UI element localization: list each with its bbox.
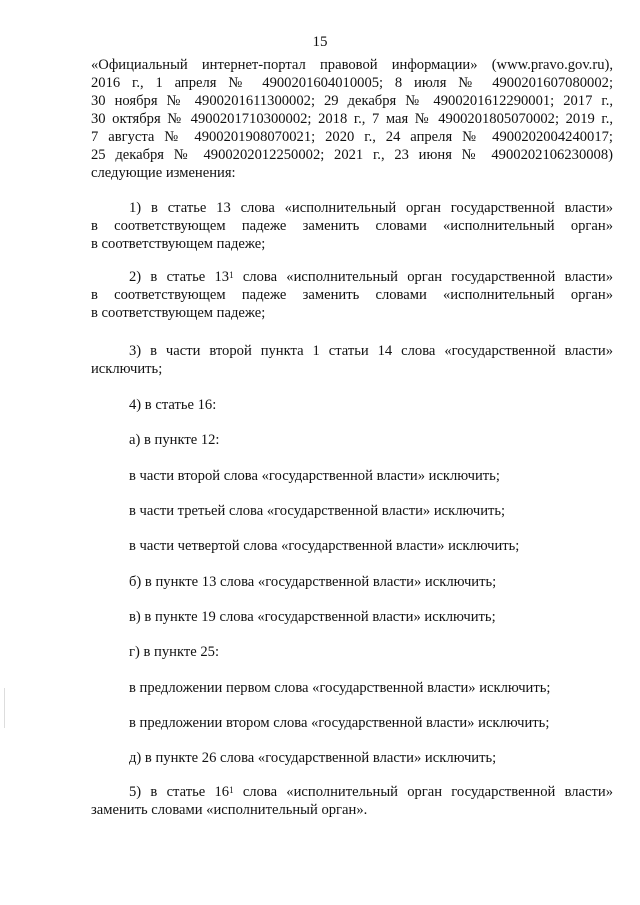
item-4a-part-3: в части третьей слова «государственной власти» исключить;: [129, 503, 506, 519]
item-1-line-3: в соответствующем падеже;: [91, 236, 266, 252]
intro-line-4: 30 октября № 4900201710300002; 2018 г., 7 мая № 4900201805070002; 2019 г.,: [91, 111, 613, 127]
item-2-line-1-post: слова «исполнительный орган государственной власти»: [233, 269, 613, 285]
intro-line-1: «Официальный интернет-портал правовой информации» (www.pravo.gov.ru),: [91, 57, 613, 73]
intro-line-6: 25 декабря № 4900202012250002; 2021 г., 23 июня № 4900202106230008): [91, 147, 613, 163]
intro-line-2: 2016 г., 1 апреля № 4900201604010005; 8 июля № 4900201607080002;: [91, 75, 613, 91]
item-4v: в) в пункте 19 слова «государственной власти» исключить;: [129, 609, 496, 625]
item-2-line-3: в соответствующем падеже;: [91, 305, 266, 321]
page-number: 15: [312, 34, 328, 50]
item-5-superscript: 1: [229, 785, 234, 795]
intro-line-5: 7 августа № 4900201908070021; 2020 г., 24 апреля № 4900202004240017;: [91, 129, 613, 145]
item-4g-sentence-1: в предложении первом слова «государственной власти» исключить;: [129, 680, 551, 696]
item-3-paragraph: [91, 342, 613, 378]
item-2-paragraph: [91, 268, 613, 322]
intro-line-7: следующие изменения:: [91, 165, 236, 181]
item-5-line-2: заменить словами «исполнительный орган».: [91, 802, 368, 818]
intro-line-3: 30 ноября № 4900201611300002; 29 декабря № 4900201612290001; 2017 г.,: [91, 93, 613, 109]
item-2-line-1-pre: 2) в статье 13: [129, 269, 230, 285]
item-2-superscript: 1: [229, 270, 234, 280]
item-1-line-1: 1) в статье 13 слова «исполнительный орган государственной власти»: [129, 200, 613, 216]
item-4g: г) в пункте 25:: [129, 644, 219, 660]
item-5-line-1-pre: 5) в статье 16: [129, 784, 230, 800]
item-4g-sentence-2: в предложении втором слова «государственной власти» исключить;: [129, 715, 550, 731]
item-4a-part-2: в части второй слова «государственной власти» исключить;: [129, 468, 500, 484]
item-4b: б) в пункте 13 слова «государственной власти» исключить;: [129, 574, 497, 590]
item-4a-part-4: в части четвертой слова «государственной власти» исключить;: [129, 538, 520, 554]
item-1-paragraph: [91, 199, 613, 253]
item-5-paragraph: [91, 783, 613, 819]
intro-paragraph: [91, 56, 613, 182]
item-3-line-2: исключить;: [91, 361, 163, 377]
item-5-line-1: [91, 783, 613, 801]
item-4d: д) в пункте 26 слова «государственной власти» исключить;: [129, 750, 497, 766]
item-4: 4) в статье 16:: [129, 397, 217, 413]
item-2-line-1: [91, 268, 613, 286]
item-1-line-2: в соответствующем падеже заменить словами «исполнительный орган»: [91, 218, 613, 234]
scan-edge-mark: [4, 688, 5, 728]
item-3-line-1: 3) в части второй пункта 1 статьи 14 слова «государственной власти»: [129, 343, 613, 359]
item-2-line-2: в соответствующем падеже заменить словами «исполнительный орган»: [91, 287, 613, 303]
item-4a: а) в пункте 12:: [129, 432, 220, 448]
item-5-line-1-post: слова «исполнительный орган государственной власти»: [233, 784, 613, 800]
